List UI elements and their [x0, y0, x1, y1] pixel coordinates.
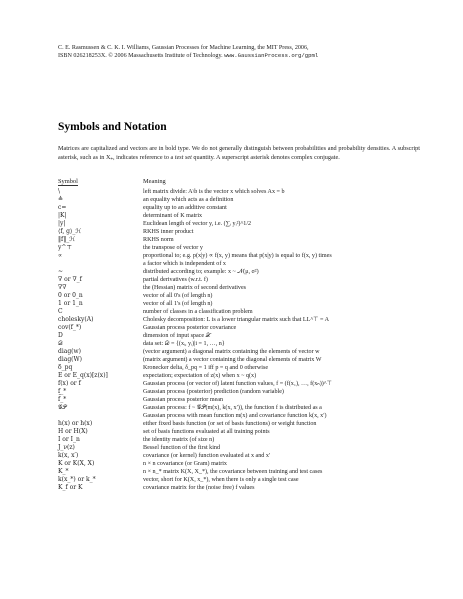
table-row	[58, 388, 438, 396]
table-row	[58, 188, 438, 196]
notation-table	[58, 178, 438, 492]
table-header	[58, 178, 438, 188]
table-row	[58, 364, 438, 372]
table-row	[58, 228, 438, 236]
page-header	[58, 44, 438, 60]
meaning-cell: Gaussian process posterior covariance	[143, 325, 237, 331]
table-row	[58, 252, 438, 260]
symbol-cell: 𝒢𝒫	[58, 404, 67, 411]
meaning-cell: partial derivatives (w.r.t. f)	[143, 277, 208, 283]
table-row	[58, 260, 438, 268]
intro-paragraph	[58, 144, 420, 166]
meaning-cell: (vector argument) a diagonal matrix containing the elements of vector w	[143, 349, 320, 355]
symbol-cell: h(x) or h(x)	[58, 420, 93, 427]
meaning-cell: number of classes in a classification problem	[143, 309, 253, 315]
meaning-cell: an equality which acts as a definition	[143, 197, 234, 203]
table-row	[58, 396, 438, 404]
meaning-cell: vector, short for K(X, x_*), when there is only a single test case	[143, 477, 299, 483]
meaning-cell: Cholesky decomposition: L is a lower triangular matrix such that LL^⊤ = A	[143, 317, 330, 323]
table-row	[58, 268, 438, 276]
meaning-cell: (matrix argument) a vector containing the diagonal elements of matrix W	[143, 357, 322, 363]
symbol-cell: ∇∇	[58, 284, 67, 291]
symbol-cell: J_ν(z)	[58, 444, 75, 451]
meaning-cell: RKHS norm	[143, 237, 174, 243]
meaning-cell: Bessel function of the first kind	[143, 445, 221, 451]
table-row	[58, 244, 438, 252]
intro-text-2: , indicates reference to a	[113, 154, 175, 162]
meaning-cell: covariance (or kernel) function evaluated at x and x′	[143, 453, 271, 459]
meaning-cell: Gaussian process posterior mean	[143, 397, 224, 403]
symbol-cell: ‖f‖_ℋ	[58, 236, 76, 243]
symbol-cell: diag(W)	[58, 356, 83, 363]
table-row	[58, 468, 438, 476]
symbol-cell: K_f or K	[58, 484, 83, 491]
meaning-cell: the (Hessian) matrix of second derivatives	[143, 285, 247, 291]
table-row	[58, 404, 438, 412]
symbol-cell: 0 or 0_n	[58, 292, 83, 299]
symbol-cell: ≜	[58, 196, 64, 203]
table-row	[58, 420, 438, 428]
symbol-cell: K_*	[58, 468, 69, 475]
symbol-cell: k(x, x′)	[58, 452, 79, 459]
meaning-cell: dimension of input space 𝒳	[143, 333, 211, 339]
meaning-cell: Euclidean length of vector y, i.e. (∑ᵢ yᵢ²)^1/2	[143, 221, 252, 227]
meaning-cell: vector of all 1's (of length n)	[143, 301, 213, 307]
meaning-cell: RKHS inner product	[143, 229, 194, 235]
col-symbol: Symbol	[58, 178, 78, 185]
meaning-cell: equality up to an additive constant	[143, 205, 227, 211]
symbol-cell: 𝒟	[58, 340, 63, 347]
meaning-cell: a factor which is independent of x	[143, 261, 226, 267]
meaning-cell: covariance matrix for the (noise free) f values	[143, 485, 255, 491]
meaning-cell: the identity matrix (of size n)	[143, 437, 215, 443]
symbol-cell: cov(f_*)	[58, 324, 82, 331]
symbol-cell: 1 or 1_n	[58, 300, 83, 307]
table-row	[58, 204, 438, 212]
symbol-cell: H or H(X)	[58, 428, 88, 435]
symbol-cell: ∝	[58, 252, 63, 259]
table-row	[58, 316, 438, 324]
meaning-cell: data set: 𝒟 = {(xᵢ, yᵢ)|i = 1, …, n}	[143, 341, 225, 347]
table-row	[58, 212, 438, 220]
intro-text-1: Matrices are capitalized and vectors are in bold type. We do not generally distinguish between probabilities and probability densities. A subscript asterisk, such as in X	[58, 145, 420, 162]
symbol-cell: δ_pq	[58, 364, 73, 371]
col-meaning: Meaning	[143, 178, 166, 185]
table-row	[58, 332, 438, 340]
table-row	[58, 324, 438, 332]
table-body	[58, 188, 438, 492]
meaning-cell: the transpose of vector y	[143, 245, 203, 251]
symbol-cell: f̄_*	[58, 396, 67, 403]
symbol-cell: cholesky(A)	[58, 316, 94, 323]
meaning-cell: Gaussian process: f ~ 𝒢𝒫(m(x), k(x, x′)), the function f is distributed as a	[143, 405, 322, 411]
table-row	[58, 300, 438, 308]
table-row	[58, 372, 438, 380]
symbol-cell: K or K(X, X)	[58, 460, 95, 467]
page-title: Symbols and Notation	[58, 121, 167, 133]
meaning-cell: n × n covariance (or Gram) matrix	[143, 461, 227, 467]
table-row	[58, 308, 438, 316]
meaning-cell: n × n_* matrix K(X, X_*), the covariance between training and test cases	[143, 469, 323, 475]
meaning-cell: vector of all 0's (of length n)	[143, 293, 213, 299]
symbol-cell	[58, 412, 143, 420]
symbol-cell: I or I_n	[58, 436, 80, 443]
meaning-cell: Kronecker delta, δ_pq = 1 iff p = q and 0 otherwise	[143, 365, 269, 371]
symbol-cell: f(x) or f	[58, 380, 81, 387]
table-row	[58, 380, 438, 388]
symbol-cell: E or E_q(x)[z(x)]	[58, 372, 108, 379]
meaning-cell: left matrix divide: A\b is the vector x which solves Ax = b	[143, 189, 285, 195]
intro-text-3: quantity. A superscript asterisk denotes complex conjugate.	[191, 154, 340, 162]
meaning-cell: proportional to; e.g. p(x|y) ∝ f(x, y) means that p(x|y) is equal to f(x, y) times	[143, 253, 332, 259]
symbol-cell: f_*	[58, 388, 67, 395]
table-row	[58, 276, 438, 284]
header-url: www.GaussianProcess.org/gpml	[224, 52, 319, 59]
symbol-cell: diag(w)	[58, 348, 81, 355]
intro-italic: test set	[174, 154, 192, 162]
meaning-cell: Gaussian process (posterior) prediction (random variable)	[143, 389, 284, 395]
meaning-cell: Gaussian process (or vector of) latent function values, f = (f(x₁), …, f(xₙ))^⊤	[143, 381, 332, 387]
table-row	[58, 412, 438, 420]
table-row	[58, 436, 438, 444]
table-row	[58, 356, 438, 364]
table-row	[58, 476, 438, 484]
header-copyright: ISBN 026218253X. © 2006 Massachusetts Institute of Technology.	[58, 53, 223, 59]
table-row	[58, 340, 438, 348]
table-row	[58, 196, 438, 204]
symbol-cell	[58, 260, 143, 268]
table-row	[58, 220, 438, 228]
symbol-cell: D	[58, 332, 63, 339]
table-row	[58, 444, 438, 452]
table-row	[58, 348, 438, 356]
header-line-1: C. E. Rasmussen & C. K. I. Williams, Gaussian Processes for Machine Learning, the MIT Press, 2006,	[58, 45, 309, 51]
symbol-cell: c=	[58, 204, 67, 211]
meaning-cell: either fixed basis function (or set of basis functions) or weight function	[143, 421, 317, 427]
table-row	[58, 428, 438, 436]
symbol-cell: ⟨f, g⟩_ℋ	[58, 228, 82, 235]
meaning-cell: Gaussian process with mean function m(x) and covariance function k(x, x′)	[143, 413, 327, 419]
table-row	[58, 484, 438, 492]
header-line-2	[58, 52, 438, 60]
symbol-cell: |K|	[58, 212, 67, 219]
table-row	[58, 292, 438, 300]
symbol-cell: y^⊤	[58, 244, 73, 251]
symbol-cell: ~	[58, 268, 64, 275]
table-row	[58, 452, 438, 460]
symbol-cell: k(x_*) or k_*	[58, 476, 96, 483]
meaning-cell: distributed according to; example: x ~ 𝒩(μ, σ²)	[143, 269, 259, 275]
meaning-cell: expectation; expectation of z(x) when x ~ q(x)	[143, 373, 257, 379]
symbol-cell: |y|	[58, 220, 66, 227]
meaning-cell: set of basis functions evaluated at all training points	[143, 429, 270, 435]
symbol-cell: \	[58, 188, 61, 195]
table-row	[58, 236, 438, 244]
meaning-cell: determinant of K matrix	[143, 213, 203, 219]
symbol-cell: ∇ or ∇_f	[58, 276, 82, 283]
symbol-cell: C	[58, 308, 63, 315]
intro-sub: *	[110, 157, 113, 164]
table-row	[58, 460, 438, 468]
table-row	[58, 284, 438, 292]
